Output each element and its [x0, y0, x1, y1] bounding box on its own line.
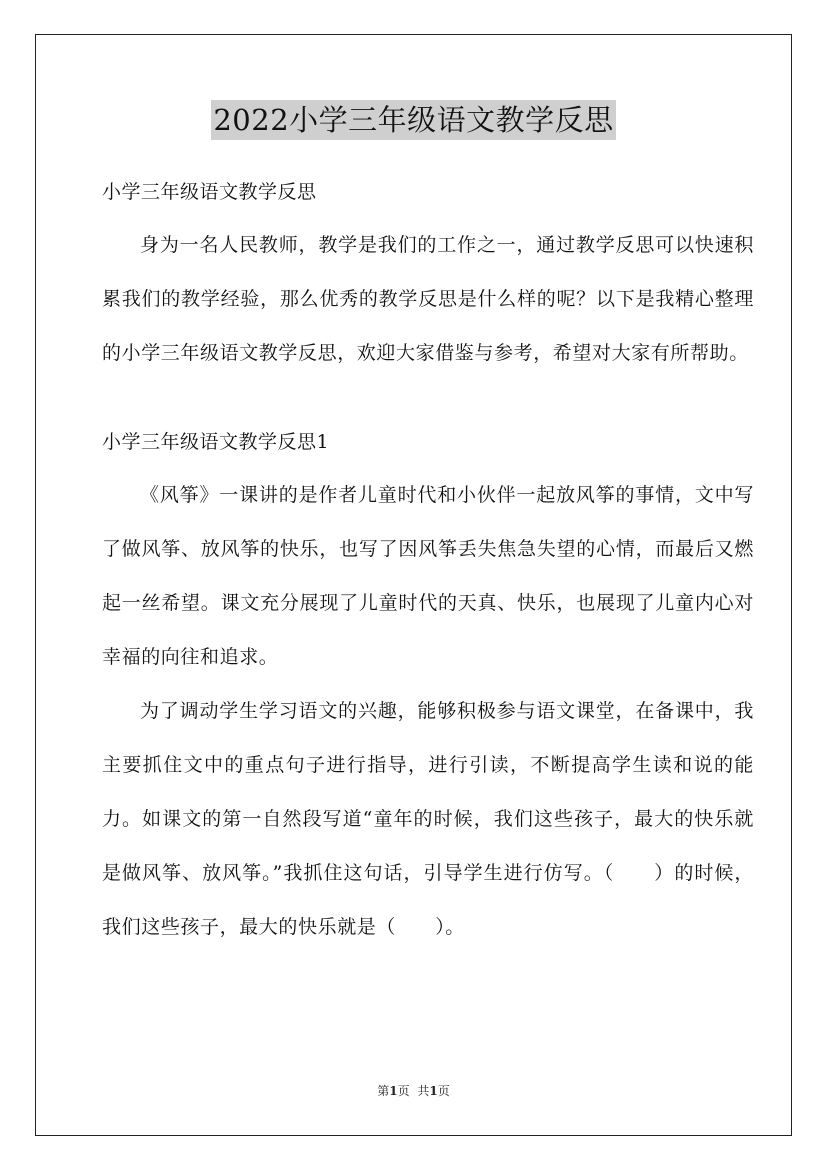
title-area — [0, 100, 827, 140]
footer-page-number: 1 — [389, 1084, 398, 1098]
footer-page-suffix: 页 — [397, 1084, 410, 1098]
page-footer — [0, 1082, 827, 1099]
document-title: 2022小学三年级语文教学反思 — [211, 100, 615, 140]
footer-prefix: 第 — [377, 1084, 390, 1098]
footer-total-suffix: 页 — [437, 1084, 450, 1098]
intro-paragraph: 身为一名人民教师，教学是我们的工作之一，通过教学反思可以快速积累我们的教学经验，那么优秀的教学反思是什么样的呢？以下是我精心整理的小学三年级语文教学反思，欢迎大家借鉴与参考，希望对大家有所帮助。 — [102, 234, 754, 364]
footer-total-pages: 1 — [429, 1084, 438, 1098]
section1-paragraph-1: 《风筝》一课讲的是作者儿童时代和小伙伴一起放风筝的事情，文中写了做风筝、放风筝的快乐，也写了因风筝丢失焦急失望的心情，而最后又燃起一丝希望。课文充分展现了儿童时代的天真、快乐，也展现了儿童内心对幸福的向往和追求。 — [102, 484, 754, 668]
intro-heading: 小学三年级语文教学反思 — [102, 181, 317, 203]
footer-total-prefix: 共 — [417, 1084, 430, 1098]
document-body — [102, 172, 754, 954]
section1-heading: 小学三年级语文教学反思1 — [102, 431, 330, 453]
section1-paragraph-2: 为了调动学生学习语文的兴趣，能够积极参与语文课堂，在备课中，我主要抓住文中的重点句子进行指导，进行引读，不断提高学生读和说的能力。如课文的第一自然段写道“童年的时候，我们这些孩子，最大的快乐就是做风筝、放风筝。”我抓住这句话，引导学生进行仿写。（ ）的时候，我们这些孩子，最大的快乐就是（ ）。 — [102, 700, 754, 938]
